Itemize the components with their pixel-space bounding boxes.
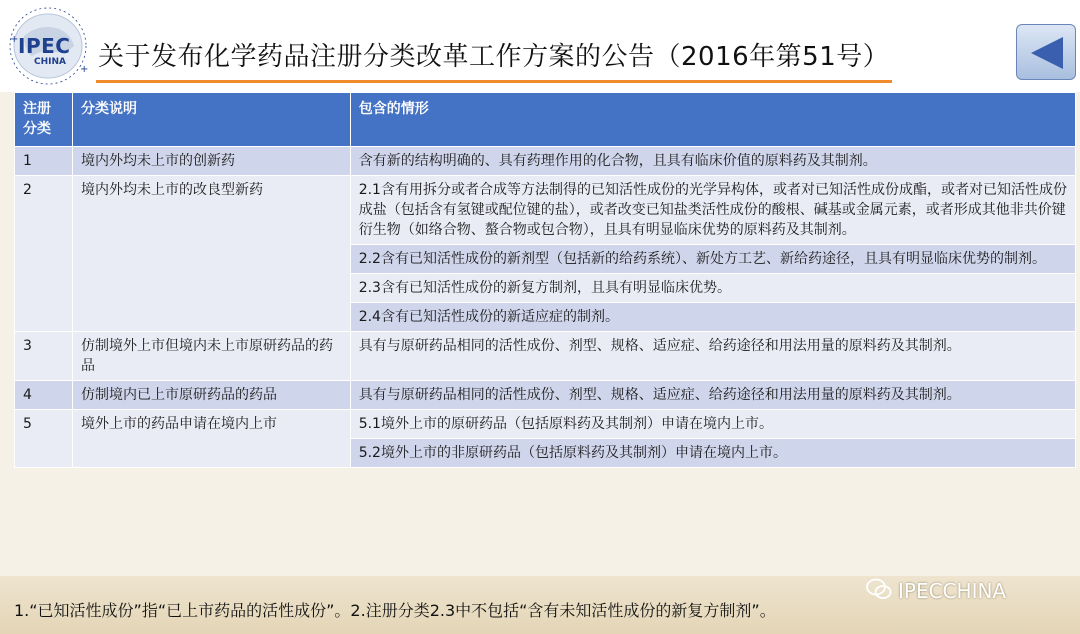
description-cell: 境内外均未上市的改良型新药 [72, 176, 350, 332]
category-cell: 5 [15, 410, 73, 468]
table-row [15, 147, 1076, 176]
situation-cell: 具有与原研药品相同的活性成份、剂型、规格、适应症、给药途径和用法用量的原料药及其制剂。 [350, 381, 1075, 410]
wechat-icon [866, 578, 892, 605]
ipec-china-logo [4, 6, 92, 86]
situation-cell: 具有与原研药品相同的活性成份、剂型、规格、适应症、给药途径和用法用量的原料药及其制剂。 [350, 332, 1075, 381]
description-cell: 境内外均未上市的创新药 [72, 147, 350, 176]
left-triangle-icon [1027, 33, 1067, 73]
table-row [15, 410, 1076, 439]
situation-cell: 2.1含有用拆分或者合成等方法制得的已知活性成份的光学异构体，或者对已知活性成份成酯，或者对已知活性成份成盐（包括含有氢键或配位键的盐），或者改变已知盐类活性成份的酸根、碱基或金属元素，或者形成其他非共价键衍生物（如络合物、螯合物或包合物），且具有明显临床优势的原料药及其制剂。 [350, 176, 1075, 245]
table-row [15, 176, 1076, 245]
logo-text: IPEC [18, 34, 71, 58]
situation-cell: 含有新的结构明确的、具有药理作用的化合物，且具有临床价值的原料药及其制剂。 [350, 147, 1075, 176]
table-row [15, 381, 1076, 410]
description-cell: 仿制境外上市但境内未上市原研药品的药品 [72, 332, 350, 381]
table-header-row [15, 93, 1076, 147]
situation-cell: 2.3含有已知活性成份的新复方制剂，且具有明显临床优势。 [350, 274, 1075, 303]
back-button[interactable] [1016, 24, 1076, 80]
watermark [866, 578, 1006, 605]
category-cell: 4 [15, 381, 73, 410]
page-title: 关于发布化学药品注册分类改革工作方案的公告（2016年第51号） [98, 42, 890, 72]
table-row [15, 332, 1076, 381]
logo-subtext: CHINA [34, 57, 66, 67]
situation-cell: 2.2含有已知活性成份的新剂型（包括新的给药系统）、新处方工艺、新给药途径，且具有明显临床优势的制剂。 [350, 245, 1075, 274]
header [0, 0, 1080, 92]
footnote: 1.“已知活性成份”指“已上市药品的活性成份”。2.注册分类2.3中不包括“含有未知活性成份的新复方制剂”。 [14, 601, 776, 620]
situation-cell: 5.1境外上市的原研药品（包括原料药及其制剂）申请在境内上市。 [350, 410, 1075, 439]
column-header-situations: 包含的情形 [350, 93, 1075, 147]
title-underline [96, 80, 892, 83]
registration-category-table [14, 92, 1076, 468]
svg-text:+: + [10, 34, 19, 45]
column-header-description: 分类说明 [72, 93, 350, 147]
description-cell: 境外上市的药品申请在境内上市 [72, 410, 350, 468]
svg-text:+: + [80, 64, 89, 75]
category-cell: 2 [15, 176, 73, 332]
situation-cell: 5.2境外上市的非原研药品（包括原料药及其制剂）申请在境内上市。 [350, 439, 1075, 468]
watermark-text: IPECCHINA [898, 579, 1007, 603]
category-cell: 3 [15, 332, 73, 381]
description-cell: 仿制境内已上市原研药品的药品 [72, 381, 350, 410]
situation-cell: 2.4含有已知活性成份的新适应症的制剂。 [350, 303, 1075, 332]
category-cell: 1 [15, 147, 73, 176]
column-header-category: 注册分类 [15, 93, 73, 147]
